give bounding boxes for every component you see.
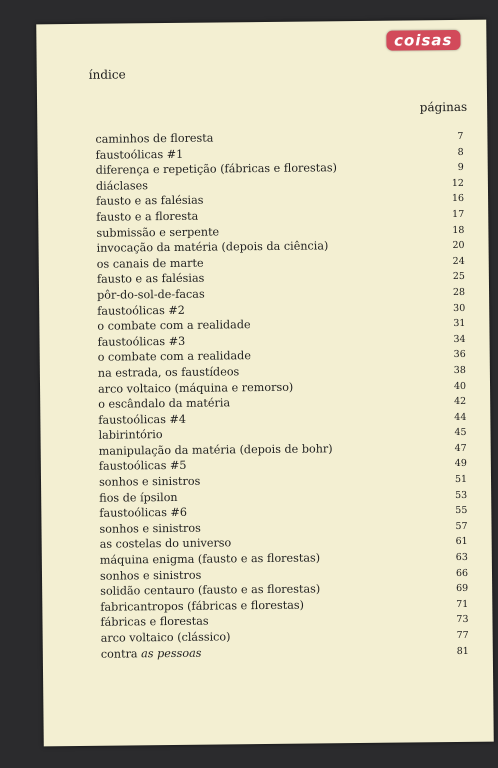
toc-entry-page: 42 [454, 395, 467, 408]
toc-entry-title: faustoólicas #4 [98, 412, 187, 427]
toc-entry-title: solidão centauro (fausto e as florestas) [100, 582, 321, 598]
toc-entry-page: 47 [454, 442, 467, 454]
toc-entry-page: 24 [452, 255, 465, 267]
toc-entry-page: 20 [452, 240, 465, 252]
toc-entry-title: submissão e serpente [96, 225, 220, 240]
toc-entry-title: fabricantropos (fábricas e florestas) [100, 598, 305, 614]
toc-entry-page: 8 [457, 146, 464, 158]
toc-entry-title: o escândalo da matéria [98, 396, 231, 411]
toc-entry-title: contra as pessoas [100, 646, 202, 661]
toc-entry-page: 12 [451, 177, 464, 189]
toc-entry-title: arco voltaico (clássico) [100, 630, 231, 645]
pages-column-header: páginas [419, 99, 468, 115]
toc-entry-title: arco voltaico (máquina e remorso) [97, 380, 294, 396]
toc-entry-page: 31 [453, 318, 466, 330]
index-title: índice [88, 67, 126, 82]
toc-entry-title: manipulação da matéria (depois de bohr) [98, 442, 333, 458]
toc-entry-title: invocação da matéria (depois da ciência) [96, 239, 329, 255]
toc-entry-title: faustoólicas #5 [98, 459, 187, 474]
toc-entry-page: 30 [453, 302, 466, 314]
toc-entry-title: as costelas do universo [99, 536, 232, 552]
toc-entry-page: 36 [453, 349, 466, 361]
toc-entry-page: 73 [456, 614, 469, 626]
toc-entry-title: faustoólicas #2 [97, 303, 185, 318]
toc-entry-page: 38 [453, 364, 466, 376]
toc-entry-title: faustoólicas #1 [95, 147, 184, 162]
toc-entry-page: 71 [456, 598, 469, 610]
toc-entry-page: 28 [452, 286, 466, 298]
toc-entry-title: sonhos e sinistros [99, 568, 202, 583]
book-page [36, 20, 494, 747]
toc-entry-title: fios de ípsilon [99, 490, 178, 505]
toc-entry-title: diáclases [95, 178, 149, 193]
toc-entry-page: 69 [456, 583, 469, 595]
watermark-logo: coisas [386, 30, 461, 51]
toc-entry-title: faustoólicas #3 [97, 334, 186, 349]
toc-entry-page: 34 [453, 333, 466, 345]
toc-entry-page: 53 [455, 489, 468, 501]
toc-entry-page: 49 [454, 458, 467, 470]
toc-entry-page: 9 [457, 162, 464, 174]
toc-entry-title: caminhos de floresta [95, 131, 214, 146]
toc-entry-page: 66 [455, 567, 469, 579]
toc-entry-title: faustoólicas #6 [99, 506, 188, 520]
toc-entry-title: fausto e as falésias [96, 194, 204, 209]
toc-entry-page: 45 [454, 427, 467, 439]
toc-entry-page: 61 [455, 536, 468, 548]
toc-entry-title: fausto e a floresta [96, 209, 199, 224]
toc-entry-title: os canais de marte [96, 256, 204, 271]
toc-entry-page: 7 [457, 130, 464, 142]
toc-entry-page: 51 [454, 473, 468, 486]
toc-entry-page: 81 [456, 645, 469, 657]
toc-entry-title: labirintório [98, 428, 163, 443]
toc-entry-page: 55 [455, 505, 468, 517]
toc-entry [101, 642, 469, 661]
toc-entry-page: 77 [456, 629, 469, 642]
toc-entry-page: 57 [455, 520, 468, 532]
toc-entry-page: 17 [452, 208, 465, 220]
toc-entry-title: sonhos e sinistros [99, 521, 201, 536]
toc-entry-page: 40 [453, 380, 467, 392]
toc-entry-page: 16 [451, 193, 465, 205]
toc-entry-title: pôr-do-sol-de-facas [97, 287, 205, 302]
toc-entry-title: sonhos e sinistros [98, 474, 201, 489]
toc-entry-title: diferença e repetição (fábricas e florestas) [95, 161, 338, 177]
toc-entry-title: na estrada, os faustídeos [97, 365, 240, 380]
toc-entry-page: 63 [455, 551, 468, 564]
toc-entry-title: máquina enigma (fausto e as florestas) [99, 551, 321, 567]
toc-entry-title: fausto e as falésias [96, 271, 205, 287]
toc-entry-title: o combate com a realidade [97, 318, 251, 333]
table-of-contents [95, 128, 469, 662]
toc-entry-page: 25 [452, 271, 465, 283]
toc-entry-title: fábricas e florestas [100, 615, 209, 630]
toc-entry-page: 44 [454, 411, 467, 423]
toc-entry-page: 18 [452, 224, 465, 236]
toc-entry-title: o combate com a realidade [97, 349, 252, 365]
